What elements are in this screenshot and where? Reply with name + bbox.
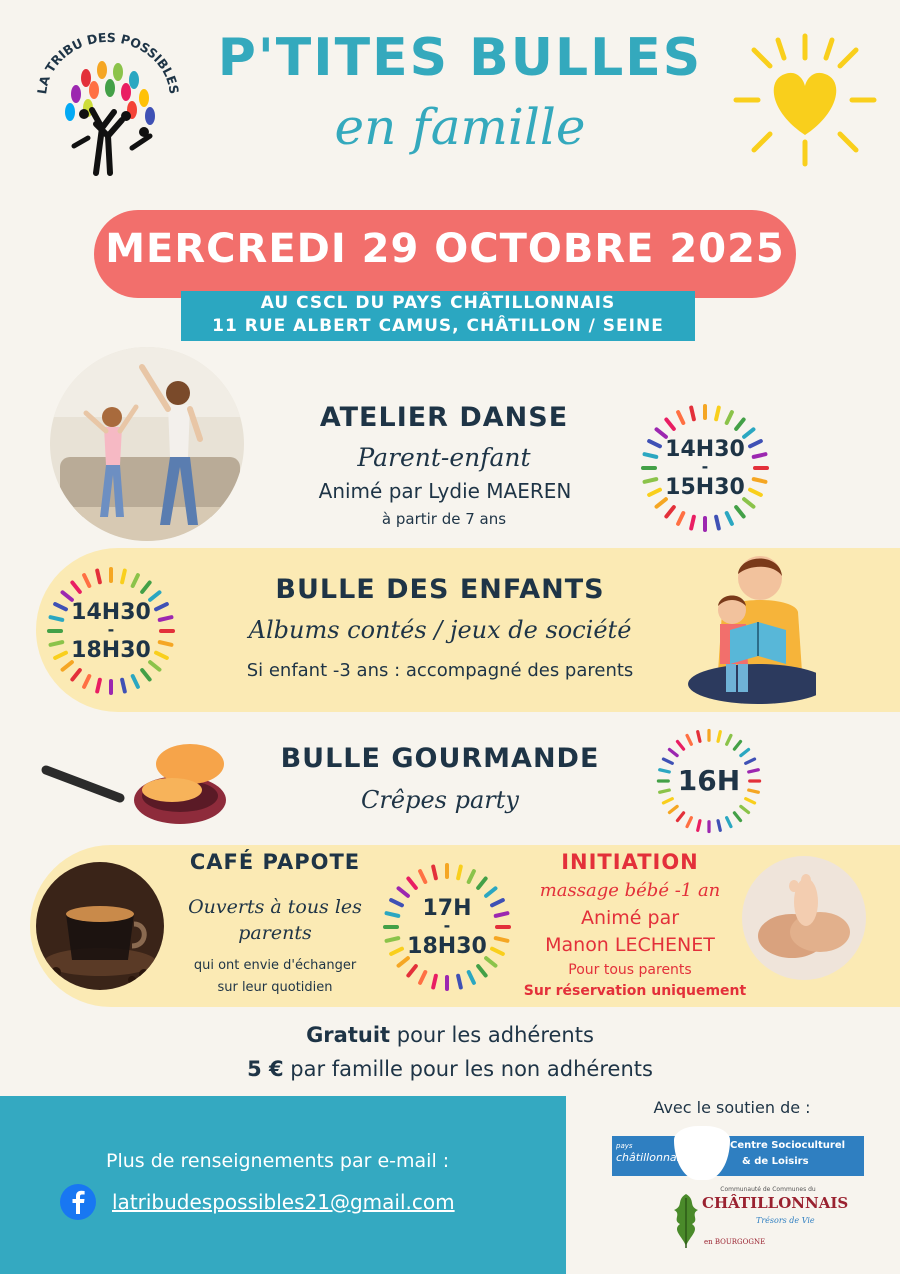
initiation-note: Pour tous parents	[568, 962, 692, 978]
danse-time-end: 15H30	[665, 475, 745, 500]
crepe-pan-icon	[40, 728, 230, 838]
enfants-title: BULLE DES ENFANTS	[275, 574, 605, 605]
coffee-photo	[36, 862, 164, 990]
contact-email[interactable]	[112, 1190, 552, 1214]
time-dash: -	[701, 457, 709, 476]
cafe-subtitle-2: parents	[238, 922, 312, 944]
initiation-host-2: Manon LECHENET	[545, 934, 715, 956]
danse-time-badge	[640, 403, 770, 533]
gourmande-title: BULLE GOURMANDE	[280, 743, 600, 774]
danse-time-start: 14H30	[665, 437, 745, 462]
page-title: P'TITES BULLES	[217, 28, 703, 88]
cafe-time-start: 17H	[422, 896, 472, 921]
oak-leaf-icon	[666, 1190, 706, 1250]
cafe-title: CAFÉ PAPOTE	[189, 850, 361, 874]
cc-top: Communauté de Communes du	[720, 1186, 816, 1193]
gourmande-subtitle: Crêpes party	[361, 786, 519, 814]
enfants-time-end: 18H30	[71, 638, 151, 663]
time-dash: -	[107, 620, 115, 639]
pricing-paid-bold: 5 €	[247, 1057, 284, 1081]
facebook-icon[interactable]	[60, 1184, 96, 1220]
cscl-pays: pays	[616, 1142, 633, 1150]
enfants-note: Si enfant -3 ans : accompagné des parents	[246, 660, 634, 681]
baby-massage-photo	[742, 856, 866, 980]
sun-heart-icon	[730, 30, 880, 170]
cc-name: CHÂTILLONNAIS	[702, 1194, 849, 1212]
pricing-paid	[150, 1057, 750, 1081]
dance-photo	[50, 347, 244, 541]
cafe-time-end: 18H30	[407, 934, 487, 959]
cscl-logo	[612, 1126, 864, 1180]
gourmande-time-badge	[656, 728, 762, 834]
danse-age: à partir de 7 ans	[381, 510, 507, 528]
cc-tag: Trésors de Vie	[756, 1216, 815, 1225]
cafe-note-1: qui ont envie d'échanger	[193, 958, 357, 973]
pricing-paid-rest: par famille pour les non adhérents	[283, 1057, 653, 1081]
cc-bottom: en BOURGOGNE	[704, 1238, 766, 1246]
enfants-time-start: 14H30	[71, 600, 151, 625]
initiation-subtitle: massage bébé -1 an	[539, 880, 721, 901]
cc-chatillonnais-logo	[666, 1184, 849, 1256]
svg-text:LA TRIBU DES POSSIBLES: LA TRIBU DES POSSIBLES	[34, 29, 182, 96]
cafe-time-badge	[382, 862, 512, 992]
danse-subtitle: Parent-enfant	[357, 443, 531, 472]
event-date: MERCREDI 29 OCTOBRE 2025	[105, 226, 785, 272]
initiation-title: INITIATION	[561, 850, 699, 874]
email-link[interactable]: latribudespossibles21@gmail.com	[112, 1190, 455, 1214]
location-line-2: 11 RUE ALBERT CAMUS, CHÂTILLON / SEINE	[212, 316, 664, 336]
page-subtitle: en famille	[334, 98, 586, 156]
logo	[26, 28, 190, 178]
initiation-host-1: Animé par	[580, 907, 680, 929]
time-dash: -	[443, 916, 451, 935]
pricing-free-rest: pour les adhérents	[390, 1023, 594, 1047]
pricing-free	[150, 1023, 750, 1047]
danse-title: ATELIER DANSE	[319, 402, 569, 433]
logo-tree-icon	[26, 28, 190, 178]
cscl-loisirs: & de Loisirs	[742, 1156, 809, 1167]
enfants-time-badge	[46, 566, 176, 696]
danse-host: Animé par Lydie MAEREN	[318, 479, 572, 503]
support-label: Avec le soutien de :	[653, 1098, 811, 1117]
gourmande-time: 16H	[677, 764, 741, 797]
enfants-subtitle: Albums contés / jeux de société	[248, 616, 632, 644]
cafe-subtitle-1: Ouverts à tous les	[188, 896, 362, 918]
cscl-chatillonnais: châtillonnais	[616, 1151, 686, 1164]
reading-illustration	[686, 552, 816, 706]
initiation-reservation: Sur réservation uniquement	[523, 983, 747, 999]
cscl-centre: Centre Socioculturel	[730, 1140, 846, 1151]
location-line-1: AU CSCL DU PAYS CHÂTILLONNAIS	[260, 293, 616, 313]
pricing-free-bold: Gratuit	[306, 1023, 391, 1047]
contact-label: Plus de renseignements par e-mail :	[106, 1150, 450, 1172]
cafe-note-2: sur leur quotidien	[217, 980, 333, 995]
